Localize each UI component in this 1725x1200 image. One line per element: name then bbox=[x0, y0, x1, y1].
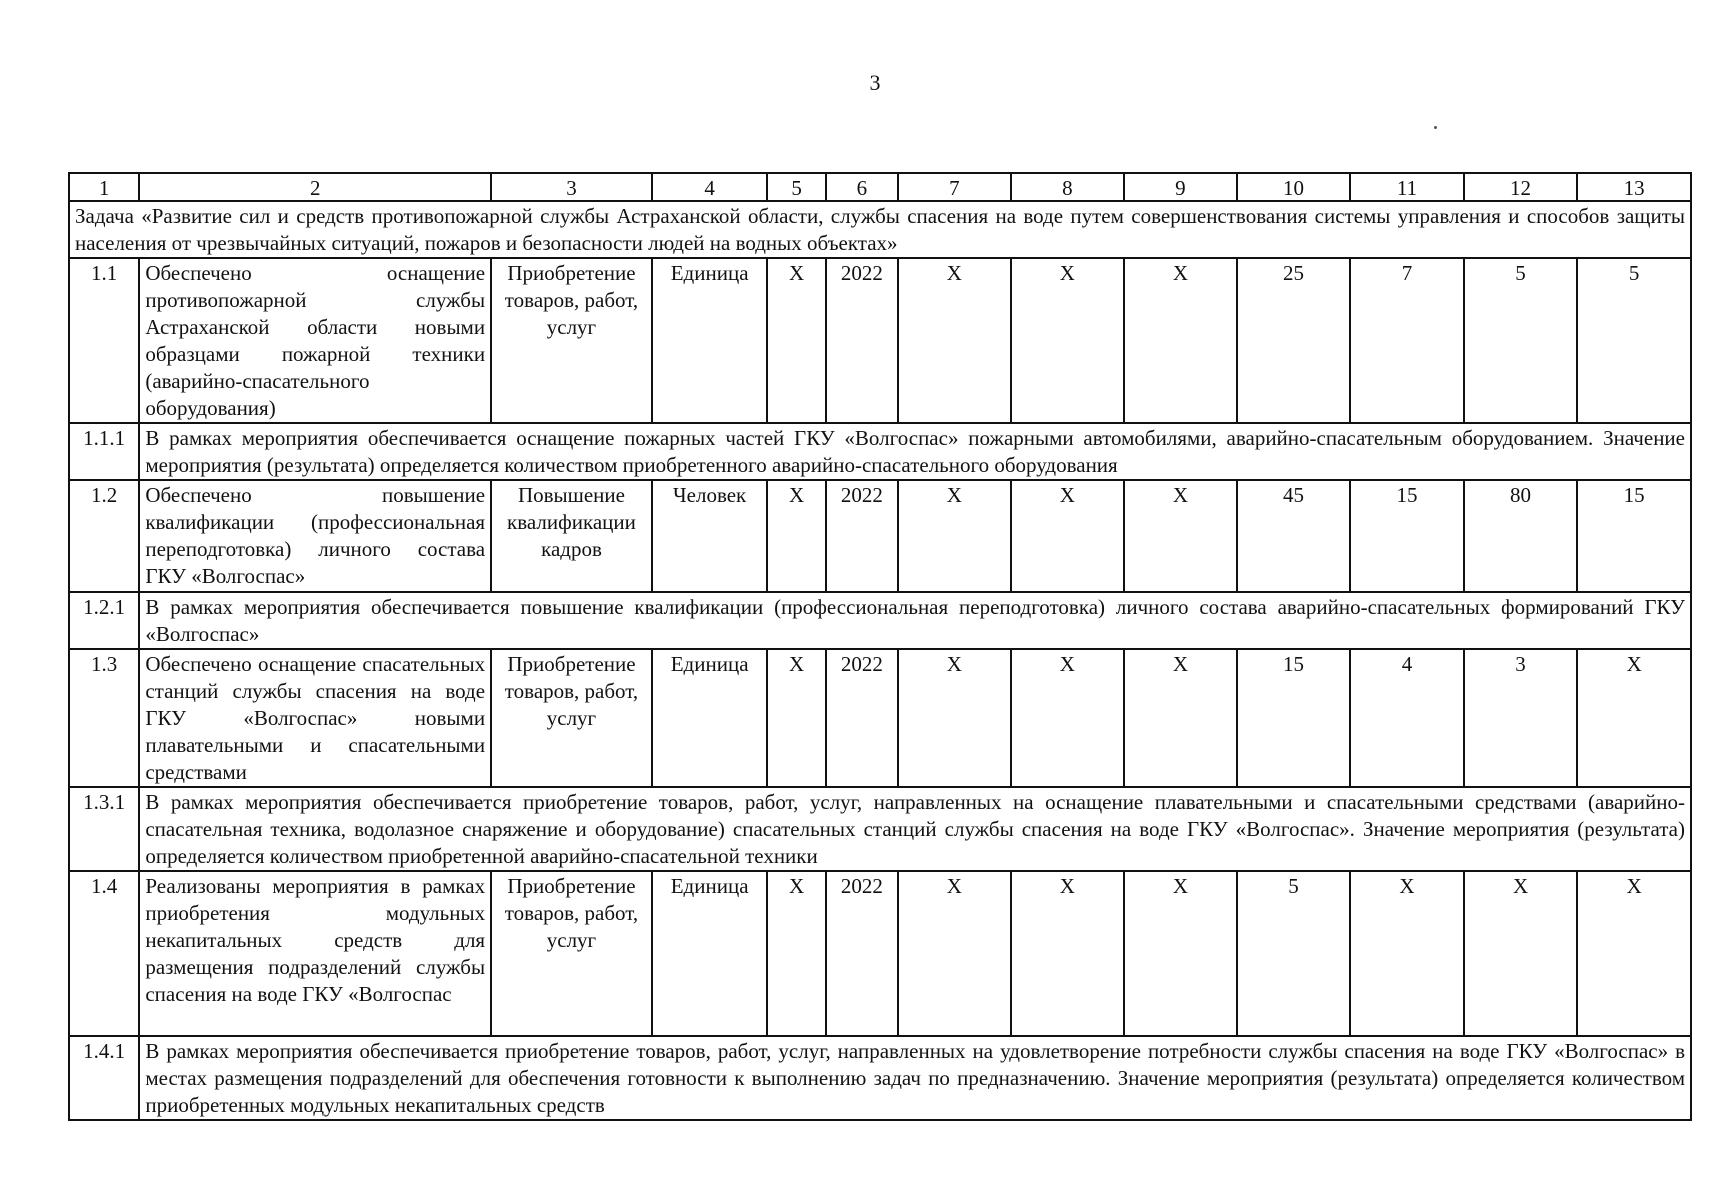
row-number: 1.4 bbox=[69, 871, 139, 1036]
cell-value: Х bbox=[767, 649, 825, 787]
page-number: 3 bbox=[869, 70, 881, 95]
col-header: 5 bbox=[767, 173, 825, 201]
col-header: 1 bbox=[69, 173, 139, 201]
year: 2022 bbox=[826, 480, 898, 592]
sub-row bbox=[69, 787, 1691, 871]
cell-value: 15 bbox=[1577, 480, 1691, 592]
cell-value: Х bbox=[1011, 871, 1125, 1036]
year: 2022 bbox=[826, 871, 898, 1036]
cell-value: 5 bbox=[1237, 871, 1351, 1036]
result-name: Обеспечено оснащение спасательных станций службы спасения на воде ГКУ «Волгоспас» новыми плавательными и спасательными средствами bbox=[139, 649, 491, 787]
cell-value: 15 bbox=[1350, 480, 1464, 592]
col-header: 13 bbox=[1577, 173, 1691, 201]
sub-number: 1.4.1 bbox=[69, 1036, 139, 1120]
cell-value: Х bbox=[898, 480, 1011, 592]
cell-value: Х bbox=[1124, 258, 1237, 423]
cell-value: Х bbox=[1124, 649, 1237, 787]
cell-value: 5 bbox=[1577, 258, 1691, 423]
cell-value: 4 bbox=[1350, 649, 1464, 787]
measures-table bbox=[68, 172, 1692, 1121]
unit: Единица bbox=[652, 649, 768, 787]
table-row bbox=[69, 871, 1691, 1036]
cell-value: 25 bbox=[1237, 258, 1351, 423]
task-row bbox=[69, 201, 1691, 258]
cell-value: Х bbox=[1464, 871, 1578, 1036]
sub-description: В рамках мероприятия обеспечивается приобретение товаров, работ, услуг, направленных на удовлетворение потребности службы спасения на воде ГКУ «Волгоспас» в местах размещения подразделений для обеспечения готовности к выполнению задач по предназначению. Значение мероприятия (результата) определяется количеством приобретенных модульных некапитальных средств bbox=[139, 1036, 1691, 1120]
cell-value: Х bbox=[898, 649, 1011, 787]
sub-row bbox=[69, 592, 1691, 649]
col-header: 6 bbox=[826, 173, 898, 201]
year: 2022 bbox=[826, 649, 898, 787]
row-number: 1.2 bbox=[69, 480, 139, 592]
cell-value: Х bbox=[898, 871, 1011, 1036]
cell-value: Х bbox=[767, 871, 825, 1036]
cell-value: 80 bbox=[1464, 480, 1578, 592]
col-header: 8 bbox=[1011, 173, 1125, 201]
sub-row bbox=[69, 1036, 1691, 1120]
sub-number: 1.3.1 bbox=[69, 787, 139, 871]
col-header: 12 bbox=[1464, 173, 1578, 201]
result-name: Обеспечено оснащение противопожарной службы Астраханской области новыми образцами пожарной техники (аварийно-спасательного оборудования) bbox=[139, 258, 491, 423]
table-row bbox=[69, 480, 1691, 592]
sub-description: В рамках мероприятия обеспечивается приобретение товаров, работ, услуг, направленных на оснащение плавательными и спасательными средствами (аварийно-спасательная техника, водолазное снаряжение и оборудование) спасательных станций службы спасения на воде ГКУ «Волгоспас». Значение мероприятия (результата) определяется количеством приобретенной аварийно-спасательной техники bbox=[139, 787, 1691, 871]
table-row bbox=[69, 649, 1691, 787]
sub-number: 1.1.1 bbox=[69, 423, 139, 480]
cell-value: Х bbox=[1011, 480, 1125, 592]
cell-value: Х bbox=[898, 258, 1011, 423]
result-type: Приобретение товаров, работ, услуг bbox=[491, 258, 652, 423]
cell-value: 15 bbox=[1237, 649, 1351, 787]
result-type: Приобретение товаров, работ, услуг bbox=[491, 871, 652, 1036]
task-title: Задача «Развитие сил и средств противопожарной службы Астраханской области, службы спасения на воде путем совершенствования системы управления и способов защиты населения от чрезвычайных ситуаций, пожаров и безопасности людей на водных объектах» bbox=[69, 201, 1691, 258]
row-number: 1.1 bbox=[69, 258, 139, 423]
cell-value: 3 bbox=[1464, 649, 1578, 787]
table-row bbox=[69, 258, 1691, 423]
sub-row bbox=[69, 423, 1691, 480]
result-type: Повышение квалификации кадров bbox=[491, 480, 652, 592]
col-header: 7 bbox=[898, 173, 1011, 201]
cell-value: Х bbox=[1577, 649, 1691, 787]
sub-description: В рамках мероприятия обеспечивается оснащение пожарных частей ГКУ «Волгоспас» пожарными автомобилями, аварийно-спасательным оборудованием. Значение мероприятия (результата) определяется количеством приобретенного аварийно-спасательного оборудования bbox=[139, 423, 1691, 480]
cell-value: 45 bbox=[1237, 480, 1351, 592]
col-header: 11 bbox=[1350, 173, 1464, 201]
cell-value: 7 bbox=[1350, 258, 1464, 423]
col-header: 4 bbox=[652, 173, 768, 201]
unit: Единица bbox=[652, 258, 768, 423]
cell-value: Х bbox=[767, 258, 825, 423]
sub-number: 1.2.1 bbox=[69, 592, 139, 649]
cell-value: Х bbox=[1011, 649, 1125, 787]
scan-speck bbox=[1434, 126, 1437, 129]
result-name: Обеспечено повышение квалификации (профессиональная переподготовка) личного состава ГКУ «Волгоспас» bbox=[139, 480, 491, 592]
result-type: Приобретение товаров, работ, услуг bbox=[491, 649, 652, 787]
result-name: Реализованы мероприятия в рамках приобретения модульных некапитальных средств для размещения подразделений службы спасения на воде ГКУ «Волгоспас bbox=[139, 871, 491, 1036]
cell-value: Х bbox=[1124, 871, 1237, 1036]
unit: Человек bbox=[652, 480, 768, 592]
cell-value: Х bbox=[1577, 871, 1691, 1036]
col-header: 10 bbox=[1237, 173, 1351, 201]
cell-value: Х bbox=[1124, 480, 1237, 592]
col-header: 9 bbox=[1124, 173, 1237, 201]
sub-description: В рамках мероприятия обеспечивается повышение квалификации (профессиональная переподготовка) личного состава аварийно-спасательных формирований ГКУ «Волгоспас» bbox=[139, 592, 1691, 649]
col-header: 2 bbox=[139, 173, 491, 201]
unit: Единица bbox=[652, 871, 768, 1036]
cell-value: Х bbox=[1350, 871, 1464, 1036]
col-header: 3 bbox=[491, 173, 652, 201]
cell-value: 5 bbox=[1464, 258, 1578, 423]
year: 2022 bbox=[826, 258, 898, 423]
cell-value: Х bbox=[767, 480, 825, 592]
header-row bbox=[69, 173, 1691, 201]
row-number: 1.3 bbox=[69, 649, 139, 787]
cell-value: Х bbox=[1011, 258, 1125, 423]
